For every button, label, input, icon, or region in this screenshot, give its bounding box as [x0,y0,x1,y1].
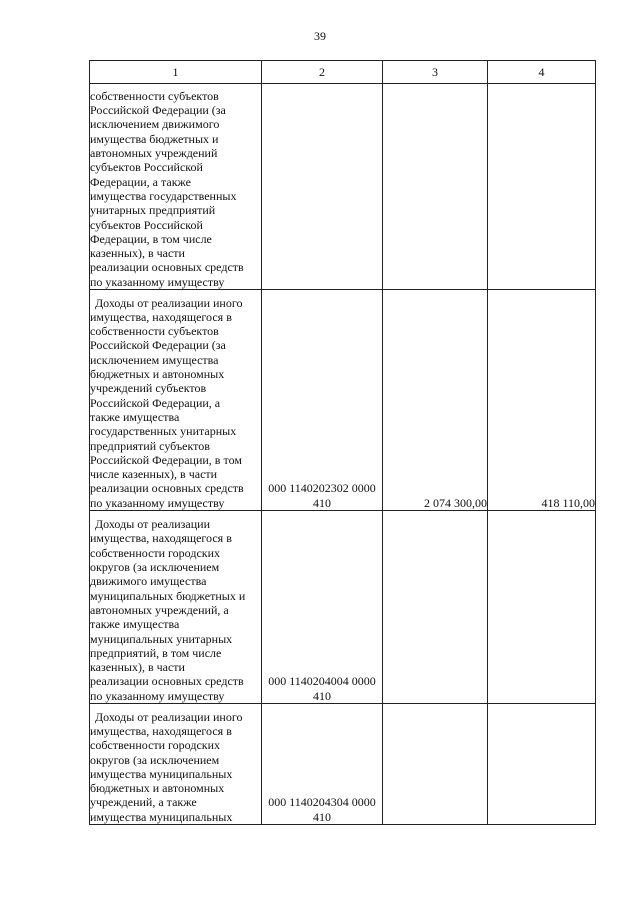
description-line: государственных унитарных [90,424,237,439]
description-line: числе казенных), в части [90,467,218,482]
description-line: округов (за исключением [90,560,220,575]
description-line: имущества муниципальных [90,809,233,824]
revenue-table [89,60,596,825]
description-line: автономных учреждений [90,146,218,161]
description-line: собственности городских [90,545,221,560]
description-line: имущества муниципальных [90,766,233,781]
description-line: Доходы от реализации [95,517,210,532]
revenue-description [90,84,262,290]
table-header-row [90,61,596,84]
description-line: собственности субъектов [90,88,219,103]
description-line: субъектов Российской [90,217,203,232]
description-line: реализации основных средств [90,260,244,275]
budget-classification-code: 000 1140204304 0000 410 [262,704,383,825]
amount-column-3 [383,511,488,704]
revenue-description [90,704,262,825]
description-line: имущества, находящегося в [90,531,232,546]
revenue-description [90,511,262,704]
table-row [90,704,596,825]
description-line: учреждений, а также [90,795,197,810]
amount-column-4: 418 110,00 [488,290,596,511]
description-line: автономных учреждений, а [90,602,229,617]
description-line: исключением имущества [90,352,219,367]
description-line: предприятий субъектов [90,438,210,453]
description-line: также имущества [90,409,180,424]
description-line: реализации основных средств [90,481,244,496]
column-header-3: 3 [383,61,488,84]
amount-column-4 [488,511,596,704]
budget-classification-code: 000 1140202302 0000 410 [262,290,383,511]
description-line: субъектов Российской [90,160,203,175]
page-number: 39 [314,29,326,43]
table-row [90,290,596,511]
description-line: по указанному имуществу [90,274,225,289]
description-line: движимого имущества [90,574,207,589]
description-line: округов (за исключением [90,752,220,767]
description-line: муниципальных бюджетных и [90,588,246,603]
description-line: казенных), в части [90,660,185,675]
table-row [90,511,596,704]
description-line: имущества, находящегося в [90,723,232,738]
column-header-2: 2 [262,61,383,84]
revenue-description [90,290,262,511]
description-line: унитарных предприятий [90,203,216,218]
budget-classification-code [262,84,383,290]
description-line: Федерации, в том числе [90,231,212,246]
amount-column-4 [488,84,596,290]
description-line: собственности субъектов [90,324,219,339]
description-line: Доходы от реализации иного [95,709,243,724]
description-line: имущества бюджетных и [90,131,219,146]
description-line: по указанному имуществу [90,688,225,703]
description-line: по указанному имуществу [90,495,225,510]
description-line: также имущества [90,617,180,632]
description-line: исключением движимого [90,117,220,132]
description-line: Российской Федерации (за [90,103,226,118]
column-header-1: 1 [90,61,262,84]
description-line: Федерации, а также [90,174,192,189]
amount-column-3: 2 074 300,00 [383,290,488,511]
amount-column-4 [488,704,596,825]
description-line: бюджетных и автономных [90,367,225,382]
description-line: учреждений субъектов [90,381,207,396]
table-row [90,84,596,290]
description-line: предприятий, в том числе [90,645,222,660]
description-line: казенных), в части [90,246,185,261]
description-line: реализации основных средств [90,674,244,689]
description-line: имущества, находящегося в [90,309,232,324]
description-line: муниципальных унитарных [90,631,233,646]
description-line: Российской Федерации, а [90,395,221,410]
description-line: имущества государственных [90,188,237,203]
budget-classification-code: 000 1140204004 0000 410 [262,511,383,704]
description-line: Российской Федерации (за [90,338,226,353]
column-header-4: 4 [488,61,596,84]
amount-column-3 [383,704,488,825]
description-line: собственности городских [90,738,221,753]
amount-column-3 [383,84,488,290]
description-line: бюджетных и автономных [90,781,225,796]
description-line: Доходы от реализации иного [95,295,243,310]
description-line: Российской Федерации, в том [90,452,242,467]
